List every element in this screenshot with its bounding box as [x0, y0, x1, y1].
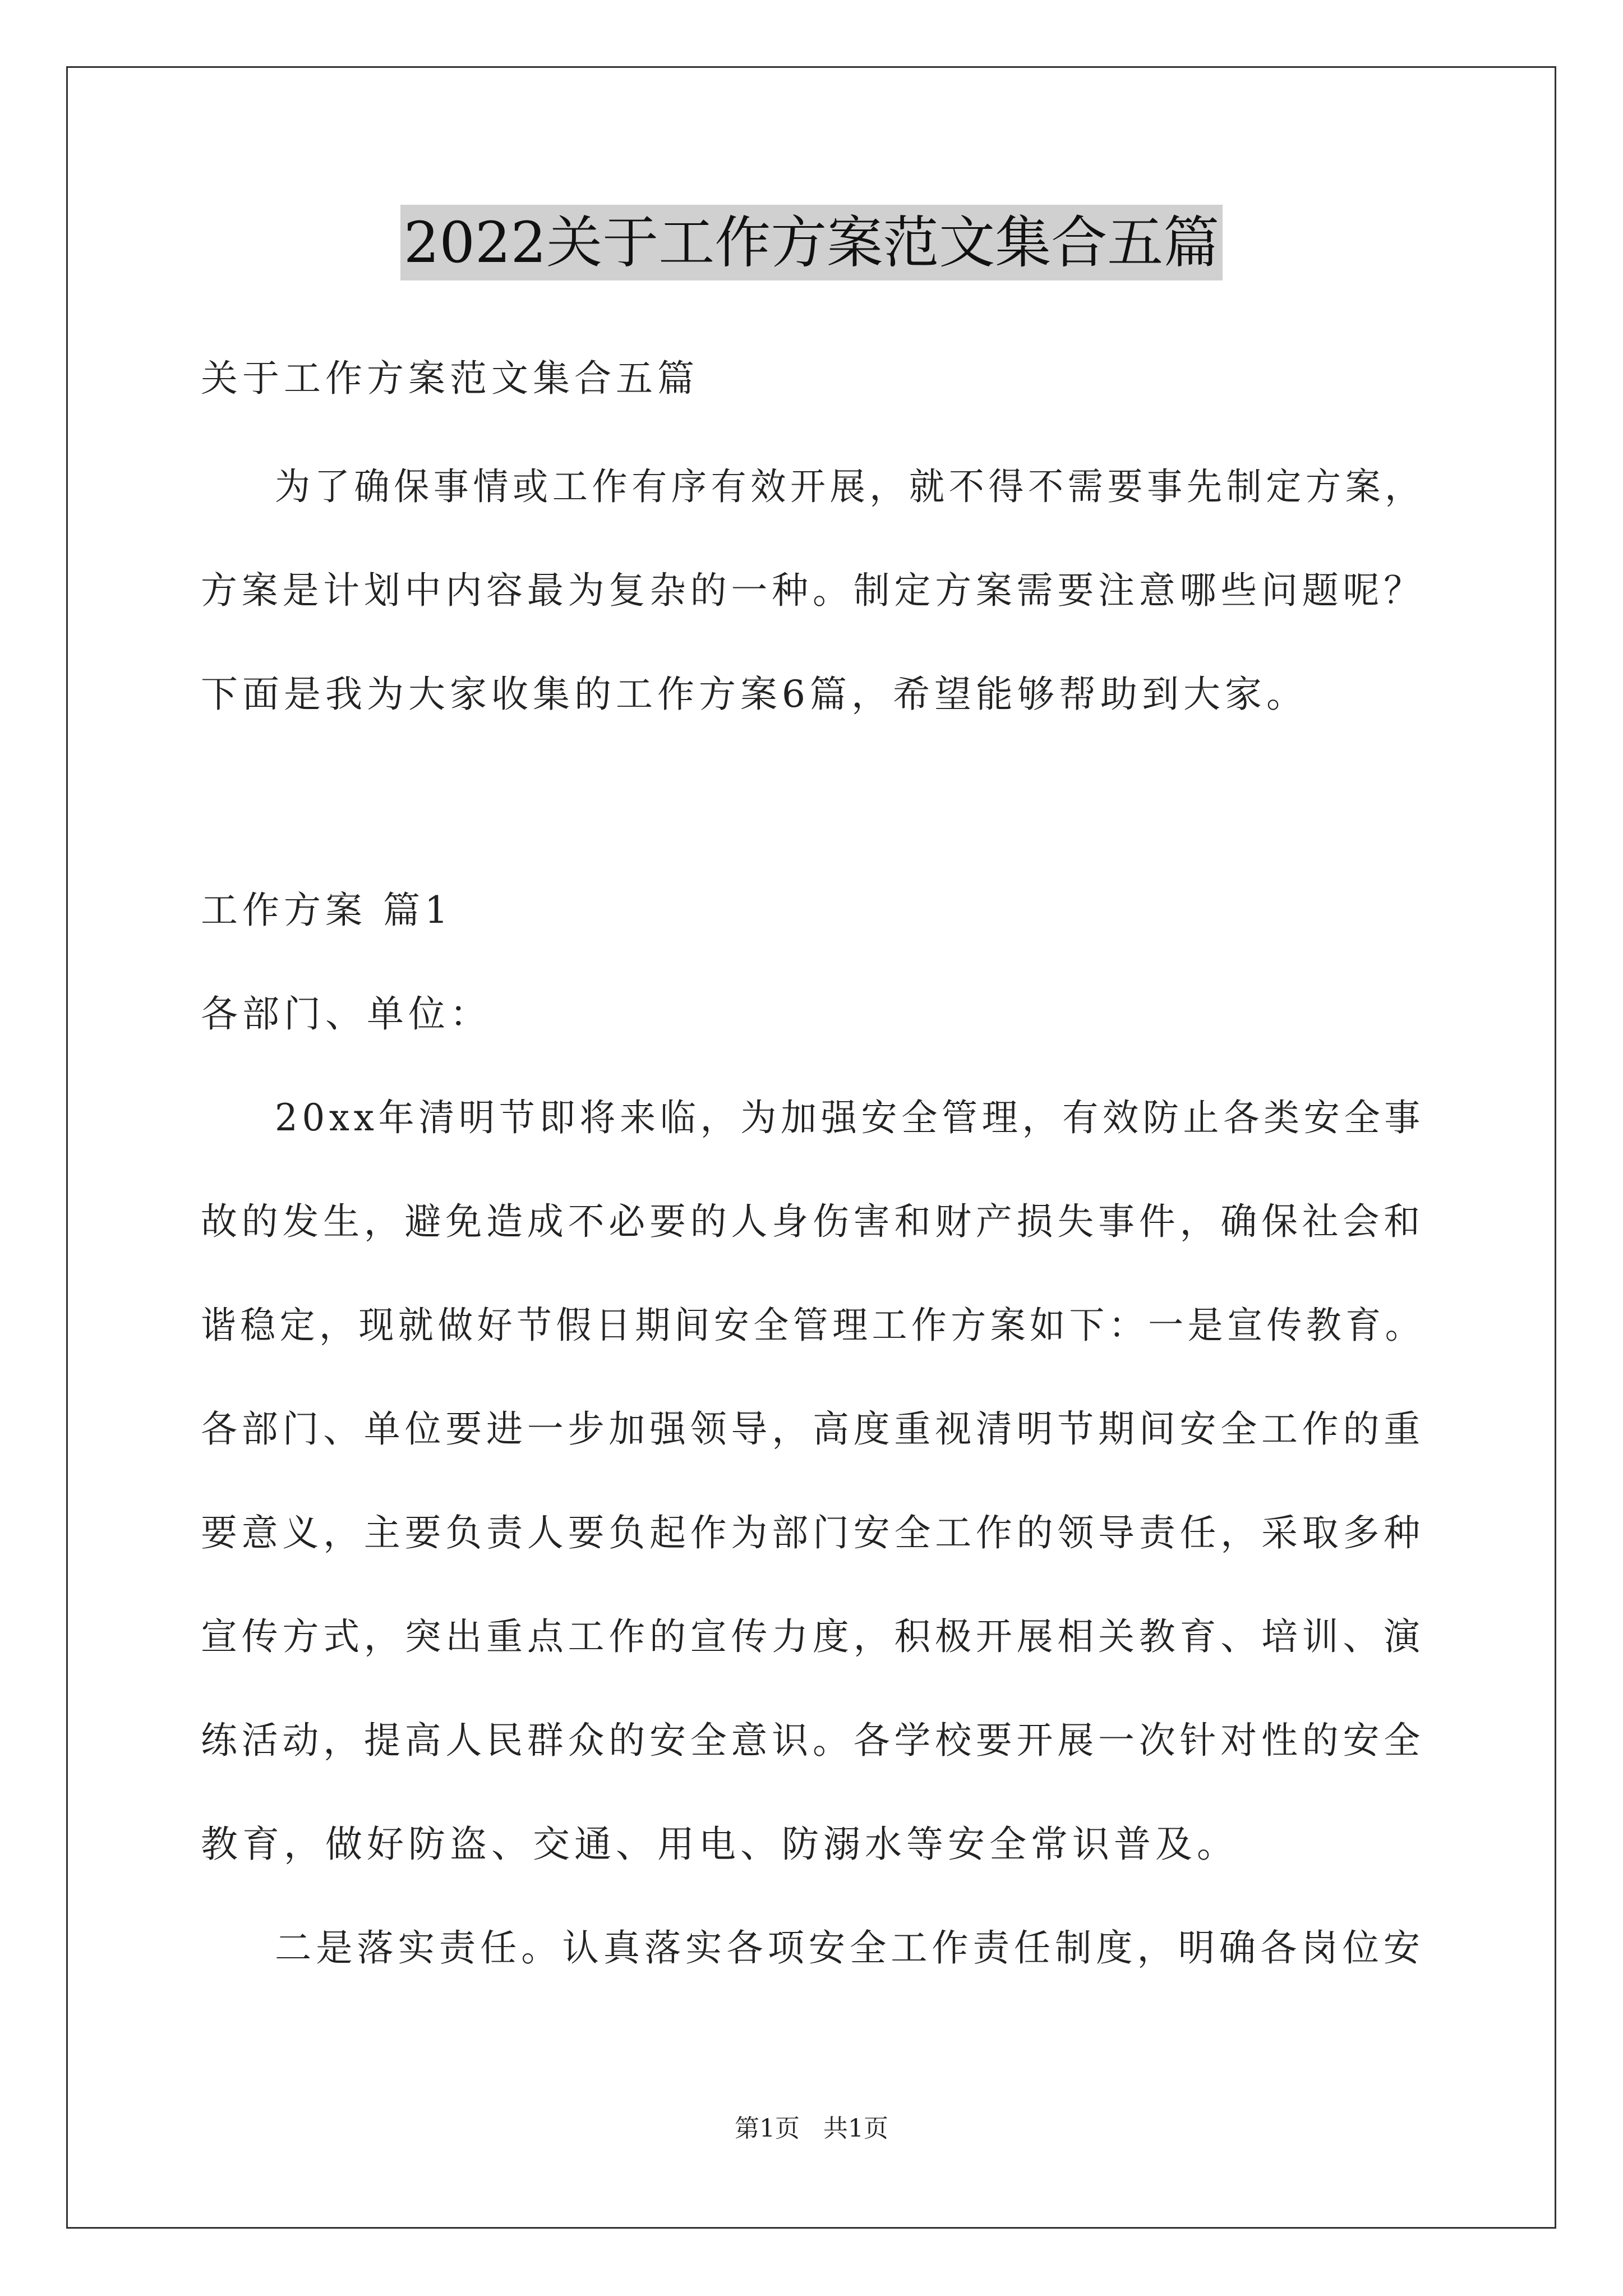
body-line-4: 各部门、单位要进一步加强领导，高度重视清明节期间安全工作的重	[201, 1407, 1424, 1451]
body-line-8: 教育，做好防盗、交通、用电、防溺水等安全常识普及。	[201, 1823, 1238, 1866]
paragraph-2-line-1: 二是落实责任。认真落实各项安全工作责任制度，明确各岗位安	[275, 1926, 1424, 1970]
page-footer: 第1页 共1页	[735, 2114, 888, 2143]
title-container	[0, 205, 1623, 280]
section-heading: 工作方案 篇1	[201, 889, 453, 932]
body-line-5: 要意义，主要负责人要负起作为部门安全工作的领导责任，采取多种	[201, 1511, 1424, 1554]
salutation: 各部门、单位：	[201, 992, 491, 1036]
body-line-6: 宣传方式，突出重点工作的宣传力度，积极开展相关教育、培训、演	[201, 1615, 1424, 1658]
body-line-7: 练活动，提高人民群众的安全意识。各学校要开展一次针对性的安全	[201, 1719, 1424, 1762]
intro-line-3: 下面是我为大家收集的工作方案6篇，希望能够帮助到大家。	[201, 673, 1308, 716]
intro-line-1: 为了确保事情或工作有序有效开展，就不得不需要事先制定方案，	[275, 465, 1424, 508]
body-line-1: 20xx年清明节即将来临，为加强安全管理，有效防止各类安全事	[275, 1096, 1424, 1139]
body-line-2: 故的发生，避免造成不必要的人身伤害和财产损失事件，确保社会和	[201, 1200, 1424, 1243]
intro-line-2: 方案是计划中内容最为复杂的一种。制定方案需要注意哪些问题呢？	[201, 569, 1424, 612]
document-subtitle: 关于工作方案范文集合五篇	[201, 357, 699, 400]
document-title: 2022关于工作方案范文集合五篇	[400, 205, 1223, 280]
body-line-3: 谐稳定，现就做好节假日期间安全管理工作方案如下：一是宣传教育。	[201, 1304, 1424, 1347]
